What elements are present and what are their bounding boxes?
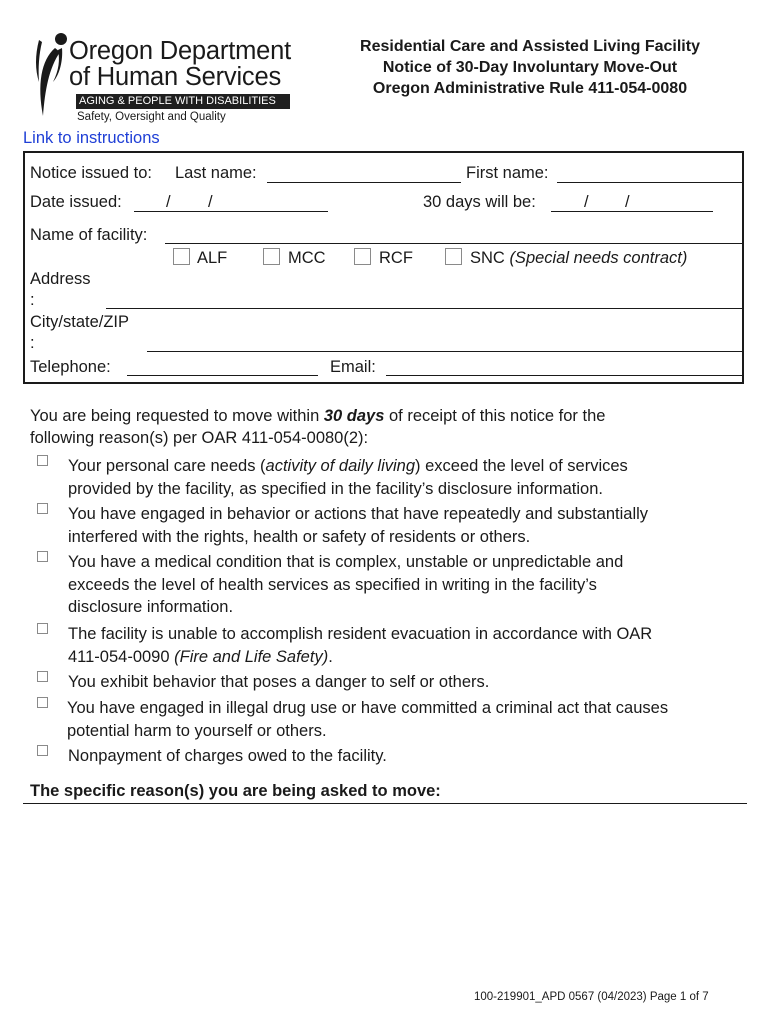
- email-field[interactable]: [386, 375, 744, 376]
- logo-tagline: Safety, Oversight and Quality: [77, 111, 226, 123]
- rcf-checkbox[interactable]: [354, 248, 371, 265]
- reason-1-checkbox[interactable]: [37, 455, 48, 466]
- page-footer: 100-219901_APD 0567 (04/2023) Page 1 of 7: [474, 991, 709, 1003]
- reason-3-text: You have a medical condition that is complex, unstable or unpredictable and exceeds the level of health services as specified in writing in the facility’s disclosure information.: [68, 553, 624, 616]
- date-issued-label: Date issued:: [30, 193, 122, 211]
- specific-reason-field[interactable]: [23, 806, 747, 976]
- alf-label: ALF: [197, 249, 228, 267]
- facility-name-field[interactable]: [165, 243, 744, 244]
- reason-3-checkbox[interactable]: [37, 551, 48, 562]
- city-label: City/state/ZIP: [30, 313, 130, 331]
- logo-name: Oregon Department of Human Services: [69, 37, 291, 91]
- notice-issued-to-label: Notice issued to:: [30, 164, 152, 182]
- facility-name-label: Name of facility:: [30, 226, 148, 244]
- reason-6-checkbox[interactable]: [37, 697, 48, 708]
- address-field[interactable]: [106, 308, 744, 309]
- first-name-label: First name:: [466, 164, 549, 182]
- email-label: Email:: [330, 358, 376, 376]
- reason-1-text: Your personal care needs (activity of daily living) exceed the level of services provided by the facility, as specified in the facility’s disclosure information.: [68, 457, 628, 498]
- reason-4-text: The facility is unable to accomplish resident evacuation in accordance with OAR 411-054-0090 (Fire and Life Safety).: [68, 625, 653, 666]
- odhs-logo-figure-icon: [33, 30, 73, 120]
- specific-reason-heading: The specific reason(s) you are being asked to move:: [30, 782, 441, 800]
- instructions-link[interactable]: Link to instructions: [23, 129, 160, 147]
- mcc-label: MCC: [288, 249, 326, 267]
- thirty-days-label: 30 days will be:: [423, 193, 536, 211]
- telephone-label: Telephone:: [30, 358, 111, 376]
- date-slash: /: [208, 193, 213, 211]
- reason-5-checkbox[interactable]: [37, 671, 48, 682]
- date-slash: /: [584, 193, 589, 211]
- last-name-field[interactable]: [267, 182, 461, 183]
- intro-text: You are being requested to move within 30 days of receipt of this notice for the following reason(s) per OAR 411-054-0080(2):: [30, 407, 606, 447]
- reason-7-checkbox[interactable]: [37, 745, 48, 756]
- city-colon: :: [30, 334, 35, 352]
- reason-2-checkbox[interactable]: [37, 503, 48, 514]
- last-name-label: Last name:: [175, 164, 257, 182]
- divider: [23, 803, 747, 804]
- document-title: Residential Care and Assisted Living Facility Notice of 30-Day Involuntary Move-Out Oregon Administrative Rule 411-054-0080: [360, 38, 700, 97]
- address-label: Address: [30, 270, 91, 288]
- rcf-label: RCF: [379, 249, 413, 267]
- mcc-checkbox[interactable]: [263, 248, 280, 265]
- address-colon: :: [30, 291, 35, 309]
- reason-5-text: You exhibit behavior that poses a danger to self or others.: [68, 673, 490, 691]
- snc-label: SNC (Special needs contract): [470, 249, 688, 267]
- first-name-field[interactable]: [557, 182, 744, 183]
- date-issued-field[interactable]: [134, 211, 328, 212]
- date-slash: /: [625, 193, 630, 211]
- reason-4-checkbox[interactable]: [37, 623, 48, 634]
- date-slash: /: [166, 193, 171, 211]
- snc-checkbox[interactable]: [445, 248, 462, 265]
- reason-2-text: You have engaged in behavior or actions that have repeatedly and substantially interfered with the rights, health or safety of residents or others.: [68, 505, 649, 546]
- alf-checkbox[interactable]: [173, 248, 190, 265]
- reason-6-text: You have engaged in illegal drug use or have committed a criminal act that causes potential harm to yourself or others.: [67, 699, 669, 740]
- logo-division-bar: AGING & PEOPLE WITH DISABILITIES: [76, 94, 290, 109]
- telephone-field[interactable]: [127, 375, 318, 376]
- city-field[interactable]: [147, 351, 744, 352]
- thirty-days-field[interactable]: [551, 211, 713, 212]
- reason-7-text: Nonpayment of charges owed to the facility.: [68, 747, 387, 765]
